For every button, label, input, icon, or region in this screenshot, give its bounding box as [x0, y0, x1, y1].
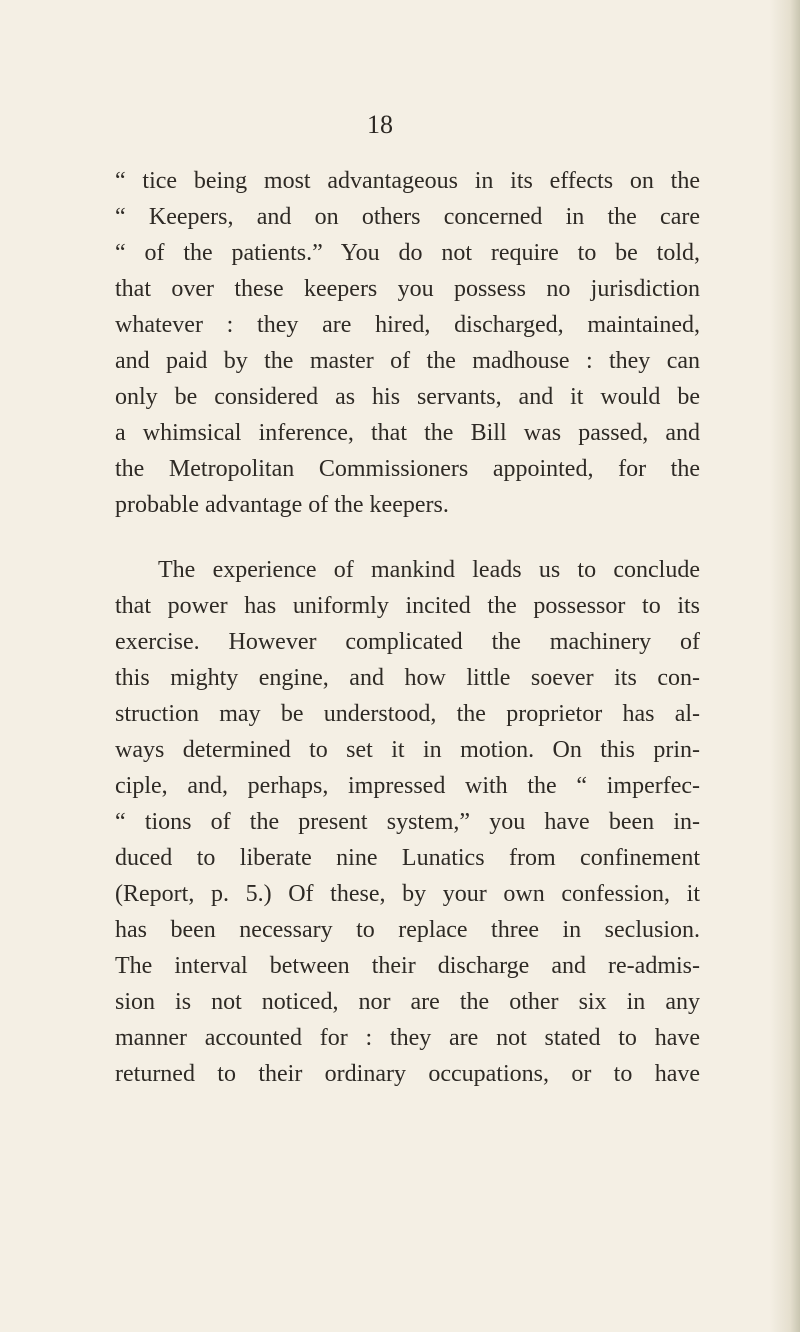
text-line: sion is not noticed, nor are the other six in any	[115, 989, 700, 1015]
text-line: exercise. However complicated the machinery of	[115, 629, 700, 655]
paragraph-1	[115, 163, 700, 523]
text-line: “ Keepers, and on others concerned in the care	[115, 204, 700, 230]
text-line: (Report, p. 5.) Of these, by your own confession, it	[115, 881, 700, 907]
text-line: “ tice being most advantageous in its effects on the	[115, 168, 700, 194]
text-line: the Metropolitan Commissioners appointed, for the	[115, 456, 700, 482]
text-line: that over these keepers you possess no jurisdiction	[115, 276, 700, 302]
text-line: ciple, and, perhaps, impressed with the “ imperfec-	[115, 773, 700, 799]
text-line: probable advantage of the keepers.	[115, 492, 449, 518]
page-number: 18	[367, 110, 393, 139]
paragraph-2	[115, 552, 700, 1092]
text-line: has been necessary to replace three in seclusion.	[115, 917, 700, 943]
text-line: The interval between their discharge and re-admis-	[115, 953, 700, 979]
text-line: struction may be understood, the proprietor has al-	[115, 701, 700, 727]
text-line: whatever : they are hired, discharged, maintained,	[115, 312, 700, 338]
text-line: only be considered as his servants, and it would be	[115, 384, 700, 410]
text-line: manner accounted for : they are not stated to have	[115, 1025, 700, 1051]
text-line: that power has uniformly incited the possessor to its	[115, 593, 700, 619]
text-line: ways determined to set it in motion. On this prin-	[115, 737, 700, 763]
text-line: duced to liberate nine Lunatics from confinement	[115, 845, 700, 871]
text-line: The experience of mankind leads us to conclude	[158, 557, 700, 583]
text-line: this mighty engine, and how little soever its con-	[115, 665, 700, 691]
text-line: a whimsical inference, that the Bill was passed, and	[115, 420, 700, 446]
text-line: and paid by the master of the madhouse : they can	[115, 348, 700, 374]
text-line: “ of the patients.” You do not require to be told,	[115, 240, 700, 266]
text-line: returned to their ordinary occupations, or to have	[115, 1061, 700, 1087]
text-line: “ tions of the present system,” you have been in-	[115, 809, 700, 835]
